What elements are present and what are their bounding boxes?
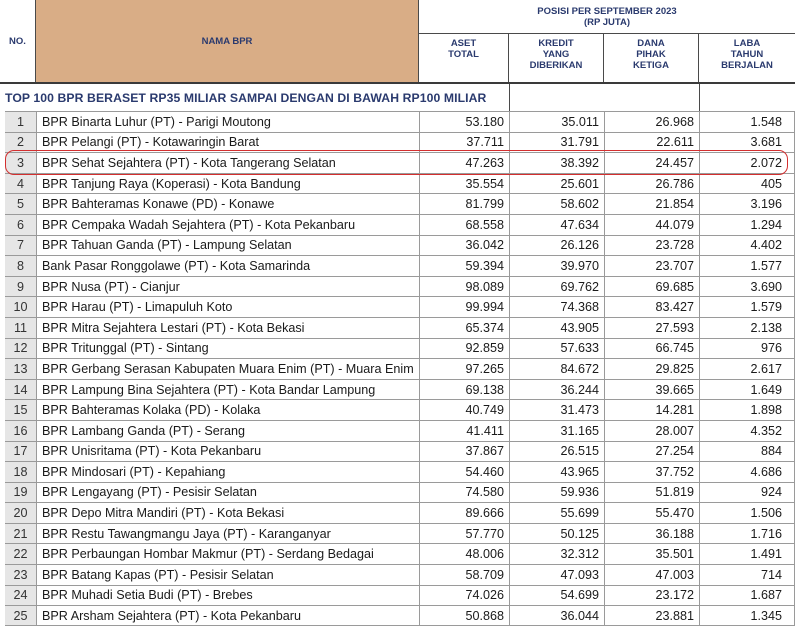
aset-total-value: 37.867	[419, 442, 509, 462]
aset-total-value: 53.180	[419, 112, 509, 132]
bpr-name: BPR Mitra Sejahtera Lestari (PT) - Kota Bekasi	[36, 318, 419, 338]
aset-total-value: 35.554	[419, 174, 509, 194]
laba-tahun-berjalan-value: 405	[699, 174, 795, 194]
table-row	[5, 173, 795, 194]
aset-total-value: 98.089	[419, 277, 509, 297]
bpr-name: BPR Binarta Luhur (PT) - Parigi Moutong	[36, 112, 419, 132]
row-number: 22	[5, 544, 36, 564]
dana-pihak-ketiga-value: 27.254	[604, 442, 699, 462]
bpr-name: BPR Harau (PT) - Limapuluh Koto	[36, 297, 419, 317]
laba-tahun-berjalan-value: 1.898	[699, 400, 795, 420]
section-divider	[509, 84, 510, 111]
dana-pihak-ketiga-value: 83.427	[604, 297, 699, 317]
row-number: 11	[5, 318, 36, 338]
laba-tahun-berjalan-value: 884	[699, 442, 795, 462]
table-row	[5, 585, 795, 606]
kredit-value: 38.392	[509, 153, 604, 173]
bpr-name: BPR Perbaungan Hombar Makmur (PT) - Serdang Bedagai	[36, 544, 419, 564]
kredit-value: 58.602	[509, 194, 604, 214]
aset-total-value: 65.374	[419, 318, 509, 338]
laba-tahun-berjalan-value: 1.491	[699, 544, 795, 564]
laba-tahun-berjalan-value: 4.402	[699, 236, 795, 256]
aset-total-value: 37.711	[419, 133, 509, 153]
laba-tahun-berjalan-value: 2.072	[699, 153, 795, 173]
section-row	[0, 84, 795, 111]
dana-pihak-ketiga-value: 55.470	[604, 503, 699, 523]
laba-tahun-berjalan-value: 2.617	[699, 359, 795, 379]
bpr-name: BPR Bahteramas Kolaka (PD) - Kolaka	[36, 400, 419, 420]
kredit-value: 47.093	[509, 565, 604, 585]
dana-pihak-ketiga-value: 23.728	[604, 236, 699, 256]
table-row	[5, 379, 795, 400]
bpr-name: BPR Tanjung Raya (Koperasi) - Kota Bandung	[36, 174, 419, 194]
bpr-name: BPR Batang Kapas (PT) - Pesisir Selatan	[36, 565, 419, 585]
row-number: 2	[5, 133, 36, 153]
table-row	[5, 338, 795, 359]
bpr-name: BPR Mindosari (PT) - Kepahiang	[36, 462, 419, 482]
row-number: 18	[5, 462, 36, 482]
dana-pihak-ketiga-value: 36.188	[604, 524, 699, 544]
posisi-unit: (RP JUTA)	[583, 16, 631, 28]
column-group-posisi	[419, 0, 795, 34]
aset-total-value: 40.749	[419, 400, 509, 420]
table-row	[5, 399, 795, 420]
kredit-value: 31.791	[509, 133, 604, 153]
aset-total-value: 97.265	[419, 359, 509, 379]
dana-pihak-ketiga-value: 22.611	[604, 133, 699, 153]
bpr-name: BPR Tritunggal (PT) - Sintang	[36, 339, 419, 359]
laba-tahun-berjalan-value: 924	[699, 483, 795, 503]
row-number: 1	[5, 112, 36, 132]
dana-pihak-ketiga-value: 39.665	[604, 380, 699, 400]
laba-tahun-berjalan-value: 1.548	[699, 112, 795, 132]
table-row	[5, 276, 795, 297]
bpr-name: Bank Pasar Ronggolawe (PT) - Kota Samarinda	[36, 256, 419, 276]
bpr-name: BPR Lambang Ganda (PT) - Serang	[36, 421, 419, 441]
kredit-value: 55.699	[509, 503, 604, 523]
column-header-aset-total: ASET TOTAL	[419, 34, 509, 82]
kredit-value: 74.368	[509, 297, 604, 317]
table-row	[5, 193, 795, 214]
kredit-value: 43.965	[509, 462, 604, 482]
laba-tahun-berjalan-value: 1.687	[699, 586, 795, 606]
kredit-value: 47.634	[509, 215, 604, 235]
row-number: 16	[5, 421, 36, 441]
table-row	[5, 523, 795, 544]
row-number: 10	[5, 297, 36, 317]
laba-tahun-berjalan-value: 4.686	[699, 462, 795, 482]
aset-total-value: 58.709	[419, 565, 509, 585]
laba-tahun-berjalan-value: 3.196	[699, 194, 795, 214]
row-number: 14	[5, 380, 36, 400]
table-row	[5, 543, 795, 564]
aset-total-value: 69.138	[419, 380, 509, 400]
row-number: 21	[5, 524, 36, 544]
bpr-name: BPR Tahuan Ganda (PT) - Lampung Selatan	[36, 236, 419, 256]
dana-pihak-ketiga-value: 51.819	[604, 483, 699, 503]
kredit-value: 26.515	[509, 442, 604, 462]
aset-total-value: 41.411	[419, 421, 509, 441]
kredit-value: 36.244	[509, 380, 604, 400]
row-number: 13	[5, 359, 36, 379]
row-number: 23	[5, 565, 36, 585]
aset-total-value: 47.263	[419, 153, 509, 173]
table-row	[5, 111, 795, 132]
row-number: 6	[5, 215, 36, 235]
laba-tahun-berjalan-value: 714	[699, 565, 795, 585]
section-divider	[699, 84, 700, 111]
aset-total-value: 74.026	[419, 586, 509, 606]
dana-pihak-ketiga-value: 23.172	[604, 586, 699, 606]
row-number: 7	[5, 236, 36, 256]
row-number: 8	[5, 256, 36, 276]
kredit-value: 25.601	[509, 174, 604, 194]
table-row	[5, 441, 795, 462]
dana-pihak-ketiga-value: 23.881	[604, 606, 699, 625]
kredit-value: 36.044	[509, 606, 604, 625]
laba-tahun-berjalan-value: 1.506	[699, 503, 795, 523]
section-title: TOP 100 BPR BERASET RP35 MILIAR SAMPAI DENGAN DI BAWAH RP100 MILIAR	[5, 91, 487, 105]
dana-pihak-ketiga-value: 24.457	[604, 153, 699, 173]
dana-pihak-ketiga-value: 26.786	[604, 174, 699, 194]
dana-pihak-ketiga-value: 29.825	[604, 359, 699, 379]
kredit-value: 35.011	[509, 112, 604, 132]
row-number: 15	[5, 400, 36, 420]
bpr-name: BPR Pelangi (PT) - Kotawaringin Barat	[36, 133, 419, 153]
dana-pihak-ketiga-value: 44.079	[604, 215, 699, 235]
dana-pihak-ketiga-value: 26.968	[604, 112, 699, 132]
bpr-name: BPR Unisritama (PT) - Kota Pekanbaru	[36, 442, 419, 462]
dana-pihak-ketiga-value: 37.752	[604, 462, 699, 482]
kredit-value: 84.672	[509, 359, 604, 379]
laba-tahun-berjalan-value: 1.294	[699, 215, 795, 235]
aset-total-value: 89.666	[419, 503, 509, 523]
bpr-name: BPR Bahteramas Konawe (PD) - Konawe	[36, 194, 419, 214]
row-number: 20	[5, 503, 36, 523]
bpr-table-body	[5, 111, 795, 626]
table-row	[5, 502, 795, 523]
laba-tahun-berjalan-value: 3.690	[699, 277, 795, 297]
laba-tahun-berjalan-value: 3.681	[699, 133, 795, 153]
dana-pihak-ketiga-value: 23.707	[604, 256, 699, 276]
laba-tahun-berjalan-value: 976	[699, 339, 795, 359]
dana-pihak-ketiga-value: 66.745	[604, 339, 699, 359]
table-row	[5, 461, 795, 482]
dana-pihak-ketiga-value: 27.593	[604, 318, 699, 338]
bpr-name: BPR Depo Mitra Mandiri (PT) - Kota Bekasi	[36, 503, 419, 523]
row-number: 9	[5, 277, 36, 297]
kredit-value: 39.970	[509, 256, 604, 276]
column-header-nama-bpr: NAMA BPR	[36, 0, 419, 82]
aset-total-value: 50.868	[419, 606, 509, 625]
laba-tahun-berjalan-value: 1.716	[699, 524, 795, 544]
dana-pihak-ketiga-value: 69.685	[604, 277, 699, 297]
dana-pihak-ketiga-value: 21.854	[604, 194, 699, 214]
row-number: 12	[5, 339, 36, 359]
row-number: 4	[5, 174, 36, 194]
table-row	[5, 420, 795, 441]
bpr-name: BPR Sehat Sejahtera (PT) - Kota Tangerang Selatan	[36, 153, 419, 173]
kredit-value: 69.762	[509, 277, 604, 297]
row-number: 24	[5, 586, 36, 606]
aset-total-value: 74.580	[419, 483, 509, 503]
bpr-name: BPR Lengayang (PT) - Pesisir Selatan	[36, 483, 419, 503]
column-header-kredit: KREDIT YANG DIBERIKAN	[509, 34, 604, 82]
row-number: 19	[5, 483, 36, 503]
column-header-no: NO.	[0, 0, 36, 82]
column-header-laba-tahun-berjalan: LABA TAHUN BERJALAN	[699, 34, 795, 82]
bpr-name: BPR Muhadi Setia Budi (PT) - Brebes	[36, 586, 419, 606]
bpr-name: BPR Restu Tawangmangu Jaya (PT) - Karanganyar	[36, 524, 419, 544]
table-row	[5, 214, 795, 235]
kredit-value: 50.125	[509, 524, 604, 544]
aset-total-value: 54.460	[419, 462, 509, 482]
posisi-title: POSISI PER SEPTEMBER 2023	[537, 5, 677, 17]
laba-tahun-berjalan-value: 1.579	[699, 297, 795, 317]
aset-total-value: 92.859	[419, 339, 509, 359]
row-number: 3	[5, 153, 36, 173]
aset-total-value: 48.006	[419, 544, 509, 564]
table-row	[5, 358, 795, 379]
laba-tahun-berjalan-value: 1.577	[699, 256, 795, 276]
bpr-name: BPR Cempaka Wadah Sejahtera (PT) - Kota Pekanbaru	[36, 215, 419, 235]
table-row	[5, 235, 795, 256]
column-header-dana-pihak-ketiga: DANA PIHAK KETIGA	[604, 34, 699, 82]
laba-tahun-berjalan-value: 4.352	[699, 421, 795, 441]
bpr-name: BPR Lampung Bina Sejahtera (PT) - Kota Bandar Lampung	[36, 380, 419, 400]
table-row	[5, 255, 795, 276]
kredit-value: 43.905	[509, 318, 604, 338]
kredit-value: 59.936	[509, 483, 604, 503]
aset-total-value: 59.394	[419, 256, 509, 276]
table-row	[5, 482, 795, 503]
row-number: 5	[5, 194, 36, 214]
kredit-value: 54.699	[509, 586, 604, 606]
row-number: 17	[5, 442, 36, 462]
row-number: 25	[5, 606, 36, 625]
laba-tahun-berjalan-value: 1.345	[699, 606, 795, 625]
aset-total-value: 99.994	[419, 297, 509, 317]
bpr-name: BPR Nusa (PT) - Cianjur	[36, 277, 419, 297]
laba-tahun-berjalan-value: 1.649	[699, 380, 795, 400]
aset-total-value: 68.558	[419, 215, 509, 235]
table-header	[0, 0, 795, 82]
dana-pihak-ketiga-value: 28.007	[604, 421, 699, 441]
laba-tahun-berjalan-value: 2.138	[699, 318, 795, 338]
kredit-value: 57.633	[509, 339, 604, 359]
kredit-value: 32.312	[509, 544, 604, 564]
bpr-name: BPR Arsham Sejahtera (PT) - Kota Pekanbaru	[36, 606, 419, 625]
bpr-name: BPR Gerbang Serasan Kabupaten Muara Enim (PT) - Muara Enim	[36, 359, 419, 379]
table-row	[5, 564, 795, 585]
kredit-value: 26.126	[509, 236, 604, 256]
aset-total-value: 57.770	[419, 524, 509, 544]
kredit-value: 31.473	[509, 400, 604, 420]
aset-total-value: 36.042	[419, 236, 509, 256]
kredit-value: 31.165	[509, 421, 604, 441]
dana-pihak-ketiga-value: 47.003	[604, 565, 699, 585]
dana-pihak-ketiga-value: 35.501	[604, 544, 699, 564]
table-row	[5, 296, 795, 317]
highlight-outline	[5, 150, 788, 175]
aset-total-value: 81.799	[419, 194, 509, 214]
table-row	[5, 605, 795, 626]
dana-pihak-ketiga-value: 14.281	[604, 400, 699, 420]
table-row	[5, 317, 795, 338]
